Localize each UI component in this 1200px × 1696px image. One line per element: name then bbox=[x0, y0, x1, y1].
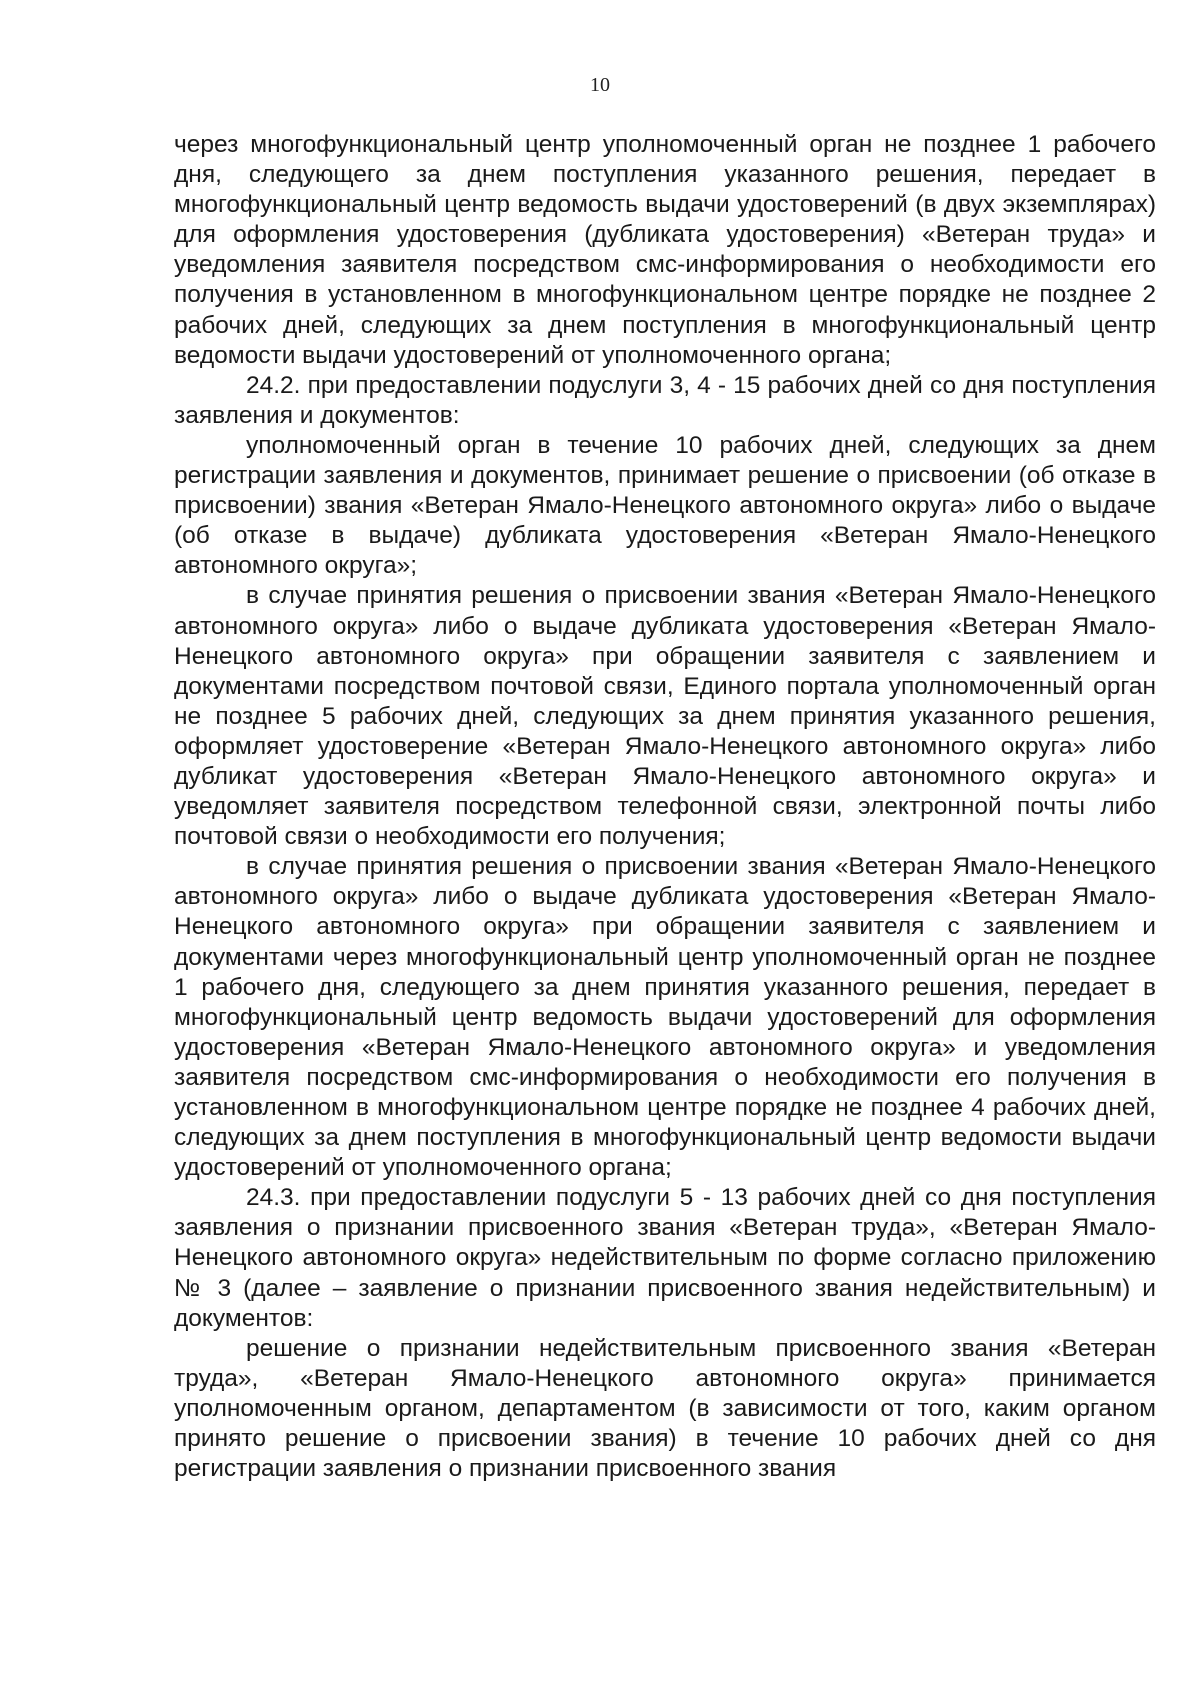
document-body bbox=[174, 130, 1156, 1484]
paragraph-postal-portal-case: в случае принятия решения о присвоении звания «Ветеран Ямало-Ненецкого автономного округа» либо о выдаче дубликата удостоверения «Ветеран Ямало-Ненецкого автономного округа» при обращении заявителя с заявлением и документами посредством почтовой связи, Единого портала уполномоченный орган не позднее 5 рабочих дней, следующих за днем принятия указанного решения, оформляет удостоверение «Ветеран Ямало-Ненецкого автономного округа» либо дубликат удостоверения «Ветеран Ямало-Ненецкого автономного округа» и уведомляет заявителя посредством телефонной связи, электронной почты либо почтовой связи о необходимости его получения; bbox=[174, 582, 1156, 851]
paragraph-mfc-case: в случае принятия решения о присвоении звания «Ветеран Ямало-Ненецкого автономного округа» либо о выдаче дубликата удостоверения «Ветеран Ямало-Ненецкого автономного округа» при обращении заявителя с заявлением и документами через многофункциональный центр уполномоченный орган не позднее 1 рабочего дня, следующего за днем принятия указанного решения, передает в многофункциональный центр ведомость выдачи удостоверений для оформления удостоверения «Ветеран Ямало-Ненецкого автономного округа» и уведомления заявителя посредством смс-информирования о необходимости его получения в установленном в многофункциональном центре порядке не позднее 4 рабочих дней, следующих за днем поступления в многофункциональный центр ведомости выдачи удостоверений от уполномоченного органа; bbox=[174, 853, 1156, 1182]
paragraph-invalidation-decision: решение о признании недействительным присвоенного звания «Ветеран труда», «Ветеран Ямало-Ненецкого автономного округа» принимается уполномоченным органом, департаментом (в зависимости от того, каким органом принято решение о присвоении звания) в течение 10 рабочих дней со дня регистрации заявления о признании присвоенного звания bbox=[174, 1334, 1156, 1483]
paragraph-authority-decision: уполномоченный орган в течение 10 рабочих дней, следующих за днем регистрации заявления и документов, принимает решение о присвоении (об отказе в присвоении) звания «Ветеран Ямало-Ненецкого автономного округа» либо о выдаче (об отказе в выдаче) дубликата удостоверения «Ветеран Ямало-Ненецкого автономного округа»; bbox=[174, 431, 1156, 580]
paragraph-continuation: через многофункциональный центр уполномоченный орган не позднее 1 рабочего дня, следующего за днем поступления указанного решения, передает в многофункциональный центр ведомость выдачи удостоверений (в двух экземплярах) для оформления удостоверения (дубликата удостоверения) «Ветеран труда» и уведомления заявителя посредством смс-информирования о необходимости его получения в установленном в многофункциональном центре порядке не позднее 2 рабочих дней, следующих за днем поступления в многофункциональный центр ведомости выдачи удостоверений от уполномоченного органа; bbox=[174, 131, 1156, 369]
paragraph-24-3: 24.3. при предоставлении подуслуги 5 - 13 рабочих дней со дня поступления заявления о признании присвоенного звания «Ветеран труда», «Ветеран Ямало-Ненецкого автономного округа» недействительным по форме согласно приложению № 3 (далее – заявление о признании присвоенного звания недействительным) и документов: bbox=[174, 1184, 1156, 1332]
paragraph-24-2: 24.2. при предоставлении подуслуги 3, 4 - 15 рабочих дней со дня поступления заявления и документов: bbox=[174, 371, 1156, 429]
page-number: 10 bbox=[590, 74, 610, 96]
